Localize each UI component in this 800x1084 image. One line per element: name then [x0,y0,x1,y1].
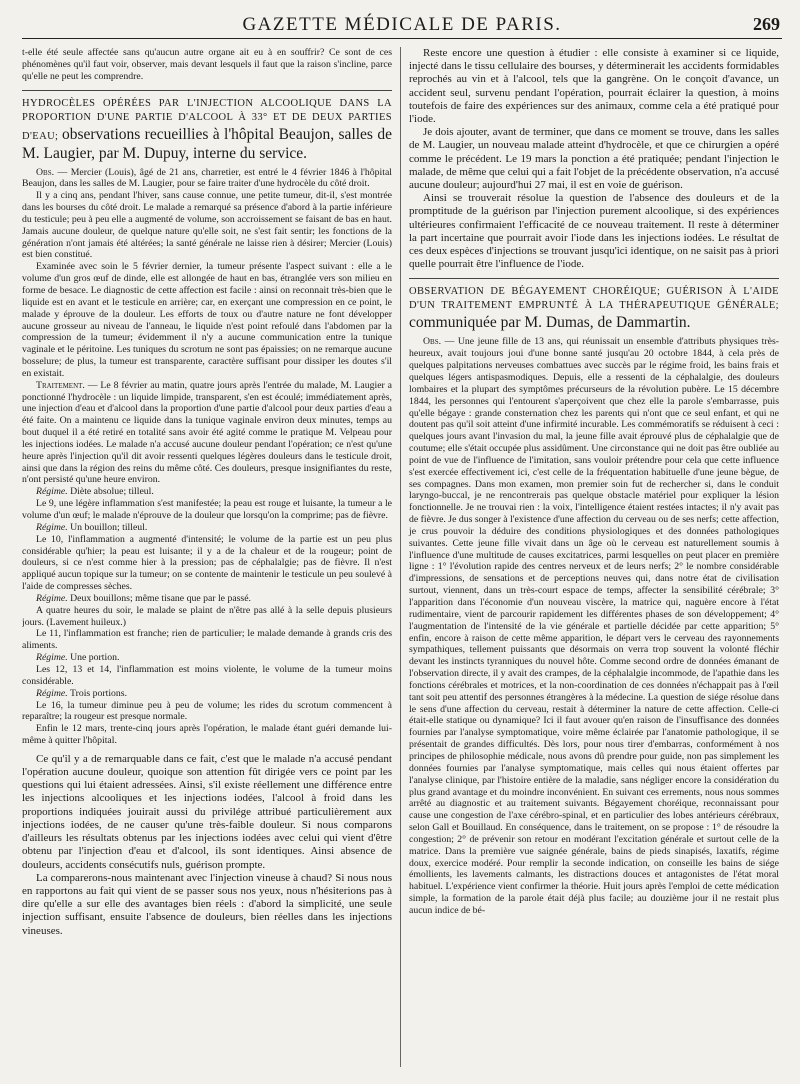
article-heading-main: HYDROCÈLES OPÉRÉES PAR L'INJECTION ALCOOLIQUE DANS LA PROPORTION D'UNE PARTIE D'ALCOOL À 33° ET DE DEUX PARTIES D'EAU; [22,97,392,142]
paragraph: Le 10, l'inflammation a augmenté d'intensité; le volume de la partie est un peu plus considérable qu'hier; la peau est luisante; il y a de la chaleur et de la rougeur; point de douleurs, si ce n'est comme hier à la pression; pas de céphalalgie; pas de fièvre. Il n'est appliqué aucun topique sur la tumeur; on se contente de maintenir le testicule un peu soulevé à l'aide de compresses sèches. [22,533,392,593]
paragraph: Le 16, la tumeur diminue peu à peu de volume; les rides du scrotum commencent à reparaître; la rougeur est presque normale. [22,699,392,723]
right-column [400,47,779,1067]
regime-text: Deux bouillons; même tisane que par le passé. [70,592,251,604]
running-header [22,12,782,39]
regime-text: Une portion. [70,652,120,664]
paragraph: — Mercier (Louis), âgé de 21 ans, charretier, est entré le 4 février 1846 à l'hôpital Beaujon, dans les salles de M. Laugier, pour se faire traiter d'une hydrocèle du côté droit. [22,166,393,190]
regime-label: Régime. [36,592,68,604]
regime-text: Un bouillon; tilleul. [70,521,148,533]
article-heading-subtitle: observations recueillies à l'hôpital Beaujon, salles de M. Laugier, par M. Dupuy, interne du service. [22,125,392,162]
paragraph: Reste encore une question à étudier : elle consiste à examiner si ce liquide, injecté dans le tissu cellulaire des bourses, y déterminerait les accidents formidables reprochés au vin et à l'alcool, tels que la gangrène. On le conçoit d'avance, un accident seul, survenu pendant l'opération, pourrait éclairer la question, à moins toutefois de faire des expériences sur des animaux, comme cela a été pratiqué pour l'iode. [409,47,779,126]
article-heading-main: OBSERVATION DE BÉGAYEMENT CHORÉIQUE; GUÉRISON À L'AIDE D'UN TRAITEMENT EMPRUNTÉ À LA THÉRAPEUTIQUE GÉNÉRALE; [409,286,779,312]
paragraph: — Une jeune fille de 13 ans, qui réunissait un ensemble d'attributs physiques très-heureux, avait toujours joui d'une bonne santé jusqu'au 20 octobre 1844, à cela près de quelques palpitations nerveuses combattues avec succès par le régime froid, les bains frais et quelques légers antispasmodiques. Depuis, elle a ressenti de la céphalalgie, des douleurs lombaires et la plupart des symptômes précurseurs de la révolution pubère. Le 15 décembre 1844, les personnes qui l'entourent s'aperçoivent que chez elle la parole s'embarrasse, puis qu'elle bégaye : grande consternation chez les parents qui n'ont que ce seul enfant, et qui ne doutent pas qu'il soit atteint d'une infirmité incurable. Les commémoratifs se réduisent à ceci : quelques jours avant l'invasion du mal, la jeune fille avait éprouvé plus de céphalalgie que de coutume; elle s'était occupée plus assidûment. Une circonstance qui ne doit pas être oubliée au point de vue de l'influence de l'imitation, sans vouloir prétendre pour cela que cette influence s'est exercée effectivement ici, c'est celle de la fréquentation habituelle d'une jeune bègue, de ses compagnes. Dans mon examen, mon premier soin fut de rechercher si, dans le conduit laryngo-buccal, je ne rencontrerais pas quelque obstacle matériel pour expliquer la lésion fonctionnelle. Je ne trouvai rien : la voix, l'intelligence étaient restées intactes; il n'y avait pas de fièvre. Je dus songer à l'existence d'une affection du cerveau ou de ses nerfs; cette affection, je crus pouvoir la déduire des conditions physiologiques et des données pathologiques suivantes. Cette jeune fille vivait dans un âge où le cerveau est naturellement soumis à l'influence d'une multitude de causes excitatrices, parmi lesquelles on peut placer en première ligne : 1° l'évolution rapide des centres nerveux et de leurs nerfs; 2° le nombre considérable d'impressions, de sensations et de perceptions neuves qui, dans notre état de civilisation surtout, viennent, dans un très-court espace de temps, affecter la sensibilité cérébrale; 3° l'apparition dans l'économie d'un nouveau viscère, la matrice qui, naguère encore à l'état rudimentaire, vient de parcourir rapidement les différentes phases de son développement; 4° l'augmentation de l'intensité de la vie générale et partielle décidée par cette apparition; 5° enfin, encore à raison de cette même apparition, le départ vers le cerveau des rayonnements sympathiques, tellement puissants que désormais on verra trop souvent la volonté fléchir devant les instincts tyranniques du nouvel hôte. Comme second ordre de données émanant de l'observation directe, il y avait des crampes, de la céphalalgie incommode, de l'apathie dans les fonctions cérébrales et motrices, et la non-coordination de ces données n'échappait pas à l'œil tant soit peu attentif des personnes étrangères à la médecine. La question de siége résolue dans le sens d'une affection du cerveau, restait à déterminer la nature de cette affection. Celle-ci était-elle statique ou dynamique? Ici il faut avouer qu'en raison de l'insuffisance des données fournies par l'analyse symptomatique, voire même éclairée par l'anatomie pathologique, il se présentait de grandes difficultés. Dès lors, pour nous tirer d'embarras, conformément à nos principes de philosophie médicale, nous avons dû prendre pour guide, non pas simplement les données fournies par l'analyse symptomatique, mais celles qui nous étaient offertes par l'analyse clinique, par l'histoire entière de la maladie, sans négliger encore la considération du plus grand avantage et du moindre inconvénient. En suivant ces errements, nous nous sommes arrêté au diagnostic et au traitement suivants. Bégayement choréique, reconnaissant pour cause une congestion de l'axe cérébro-spinal, et en particulier des lobes antérieurs cérébraux, selon Gall et Bouillaud. En conséquence, dans le traitement, on se propose : 1° de résoudre la congestion; 2° de prévenir son retour en modérant l'excitation générale et surtout celle de la matrice. Dans la première vue saignée générale, bains de pieds sinapisés, laxatifs, régime doux, exercice modéré. Pour remplir la seconde indication, on conseille les bains de siége émollients, les lavements calmants, les distractions douces et antagonistes de l'état moral habituel. L'expérience vient confirmer la théorie. Huit jours après l'emploi de cette médication simple, la formation de la parole était déjà plus facile; au douzième jour il ne restait plus aucun indice de bé- [409,336,779,916]
regime-text: Diète absolue; tilleul. [70,486,154,498]
article-heading-subtitle: communiquée par M. Dumas, de Dammartin. [409,314,691,332]
regime-label: Régime. [36,687,68,699]
section-rule [22,90,392,91]
paragraph: — Le 8 février au matin, quatre jours après l'entrée du malade, M. Laugier a ponctionné l'hydrocèle : un liquide limpide, transparent, s'en est écoulé; immédiatement après, une injection d'eau et d'alcool dans la proportion d'une partie d'alcool pour deux parties d'eau a été faite. On a maintenu ce liquide dans la tunique vaginale environ deux minutes, temps au bout duquel il a été retiré en totalité sans avoir été agité comme le pratique M. Velpeau pour les injections iodées. Le malade n'a accusé aucune douleur pendant l'opération; ce n'est qu'une heure après l'injection qu'il dit avoir ressenti quelques légères douleurs dans le testicule droit, ainsi que dans la région des reins du même côté. Ces douleurs, presque insignifiantes du reste, n'ont persisté qu'une heure environ. [22,379,393,486]
paragraph: Le 9, une légère inflammation s'est manifestée; la peau est rouge et luisante, la tumeur a le volume d'un œuf; le malade n'éprouve de la douleur que lorsqu'on la comprime; pas de fièvre. [22,498,392,521]
obs-label: Obs. [36,166,55,178]
regime-label: Régime. [36,486,68,498]
paragraph: Examinée avec soin le 5 février dernier, la tumeur présente l'aspect suivant : elle a le volume d'un gros œuf de dinde, elle est allongée de haut en bas, étranglée vers son milieu en forme de besace. Le diagnostic de cette affection est facile : ainsi on reconnait très-bien que le liquide est en avant et le testicule en arrière; car, en exerçant une compression en ce point, le malade y éprouve de la douleur. Les efforts de toux ou d'autre nature ne font développer aucune grosseur au niveau de l'anneau, le liquide n'est point refoulé dans l'abdomen par la compression de la tumeur; évidemment il n'y a aucune communication entre la tunique vaginale et le péritoine. Les tuniques du scrotum ne sont pas épaissies; on ne remarque aucune bosselure; de plus, la tumeur est transparente, caractère suffisant pour dissiper les doutes s'il en existait. [22,261,392,379]
traitement-label: Traitement. [36,379,85,391]
regime-label: Régime. [36,652,68,664]
two-column-body [22,47,782,1067]
journal-title: GAZETTE MÉDICALE DE PARIS. [242,14,562,35]
obs-label: Obs. [423,336,442,348]
paragraph: Le 11, l'inflammation est franche; rien de particulier; le malade demande à grands cris des aliments. [22,628,392,652]
paragraph: Les 12, 13 et 14, l'inflammation est moins violente, le volume de la tumeur moins considérable. [22,663,392,687]
paragraph: Je dois ajouter, avant de terminer, que dans ce moment se trouve, dans les salles de M. Laugier, un nouveau malade atteint d'hydrocèle, et que ce chirurgien a opéré comme le précédent. Le 19 mars la ponction a été pratiquée; pendant l'injection le malade, de même que celui qui a fait l'objet de la précédente observation, n'a accusé aucune douleur; aujourd'hui 27 mai, il est en voie de guérison. [409,126,779,192]
article-heading-begayement [409,285,779,332]
left-column [22,47,400,1067]
page-number: 269 [753,14,780,34]
article-heading-hydroceles [22,97,392,163]
paragraph: La comparerons-nous maintenant avec l'injection vineuse à chaud? Si nous nous en rapportons au fait qui vient de se passer sous nos yeux, nous n'hésiterions pas à dire qu'elle a sur elle des avantages bien réels : d'abord la simplicité, une seule injection suffisant, ensuite l'absence de douleurs, bien réelles dans les injections vineuses. [22,871,392,937]
regime-text: Trois portions. [69,687,128,699]
paragraph: Ce qu'il y a de remarquable dans ce fait, c'est que le malade n'a accusé pendant l'opération aucune douleur, quoique son attention fût dirigée vers ce point par les questions qui lui étaient adressées. Ainsi, s'il existe réellement une différence entre les injections alcooliques et les injections iodées, l'alcool à froid dans les proportions indiquées jouirait aussi du privilége attribué particulièrement aux injections iodées, de ne causer qu'une très-faible douleur. Si nous comparons d'ailleurs les résultats obtenus par les injections iodées avec celui qui vient d'être obtenu par l'injection d'eau et d'alcool, ils sont identiques. Ainsi absence de douleurs, accidents consécutifs nuls, guérison prompte. [22,752,392,871]
paragraph: Enfin le 12 mars, trente-cinq jours après l'opération, le malade étant guéri demande lui-même à quitter l'hôpital. [22,723,392,747]
regime-label: Régime. [36,521,68,533]
section-rule [409,278,779,279]
paragraph: Il y a cinq ans, pendant l'hiver, sans cause connue, une petite tumeur, dit-il, s'est montrée dans les bourses du côté droit. Le malade a remarqué sa présence d'abord à la partie inférieure du testicule; peu à peu elle a augmenté de volume, son accroissement se faisant de bas en haut. Jamais aucune douleur, de quelque nature qu'elle soit, ne s'est fait sentir; les fonctions de la génération n'ont jamais été altérées; la santé générale ne laisse rien à désirer; Mercier (Louis) est bien constitué. [22,190,392,261]
continued-paragraph: t-elle été seule affectée sans qu'aucun autre organe ait eu à en souffrir? Ce sont de ces phénomènes qu'il faut voir, observer, mais devant lesquels il faut que la raison s'incline, parce qu'elle ne peut les comprendre. [22,47,392,82]
paragraph: Ainsi se trouverait résolue la question de l'absence des douleurs et de la promptitude de la guérison par l'injection purement alcoolique, si des expériences ultérieures confirmaient l'efficacité de ce nouveau traitement. Il reste à déterminer la part incertaine que pourrait avoir l'iode dans les injections iodées. Le résultat de ces deux espèces d'injections se trouvant jusqu'ici identique, on ne saisit pas à priori quelle pourrait être l'influence de l'iode. [409,192,779,271]
paragraph: A quatre heures du soir, le malade se plaint de n'être pas allé à la selle depuis plusieurs jours. (Lavement huileux.) [22,604,392,628]
